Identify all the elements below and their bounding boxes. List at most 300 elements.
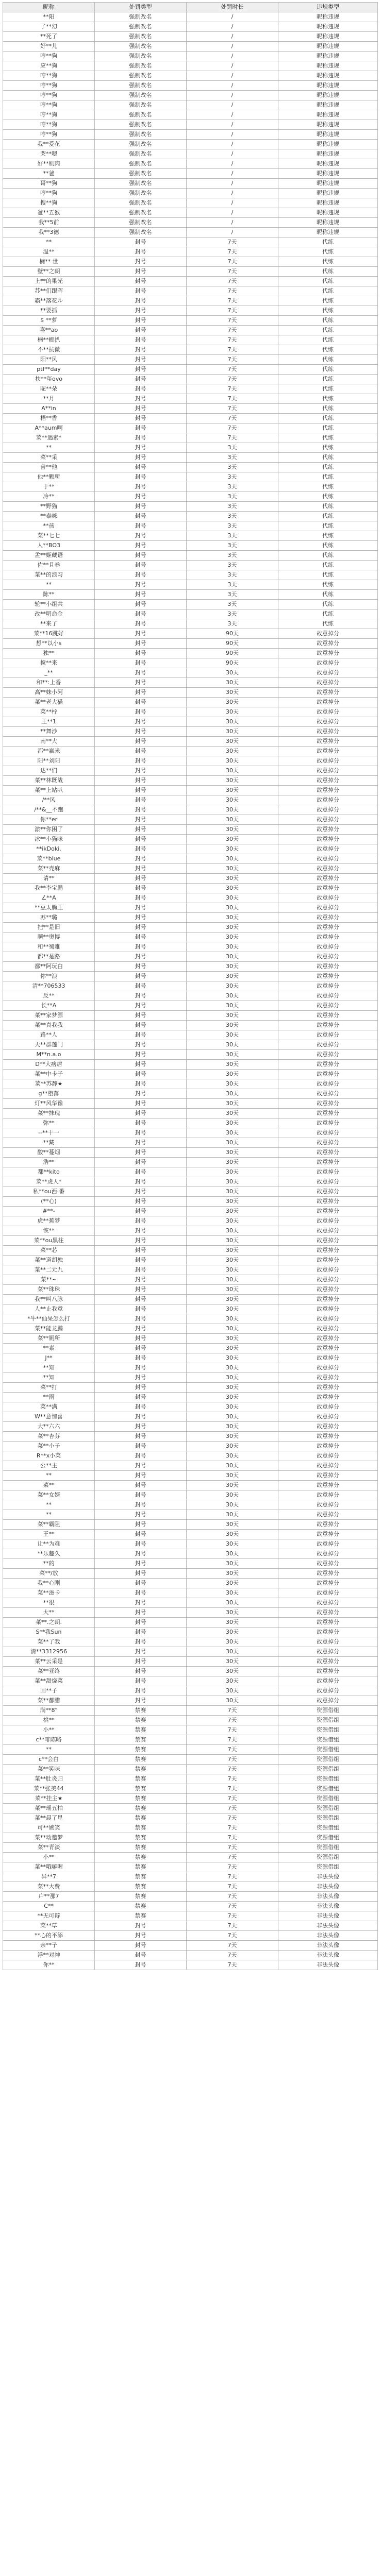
cell-violation-type: 非法头像 <box>278 1921 378 1931</box>
table-row <box>3 1422 378 1432</box>
cell-nickname: 陈** <box>3 590 95 600</box>
cell-penalty-type: 封号 <box>95 854 187 864</box>
cell-penalty-type: 封号 <box>95 649 187 658</box>
cell-violation-type: 故意掉分 <box>278 923 378 933</box>
table-row <box>3 1138 378 1148</box>
cell-violation-type: 资源借组 <box>278 1735 378 1745</box>
cell-nickname: 菜**亚终 <box>3 1667 95 1676</box>
cell-penalty-type: 封号 <box>95 247 187 257</box>
cell-penalty-type: 封号 <box>95 942 187 952</box>
table-row <box>3 1637 378 1647</box>
cell-penalty-duration: 7天 <box>187 1784 278 1794</box>
cell-penalty-duration: / <box>187 110 278 120</box>
cell-violation-type: 故意掉分 <box>278 952 378 962</box>
table-row <box>3 12 378 22</box>
cell-penalty-duration: 30天 <box>187 1588 278 1598</box>
cell-violation-type: 非法头像 <box>278 1941 378 1951</box>
cell-penalty-type: 封号 <box>95 600 187 609</box>
cell-nickname: **要抓 <box>3 306 95 316</box>
cell-penalty-duration: 30天 <box>187 1608 278 1618</box>
cell-penalty-duration: / <box>187 149 278 159</box>
cell-penalty-duration: 30天 <box>187 1686 278 1696</box>
cell-penalty-duration: 30天 <box>187 1696 278 1706</box>
cell-violation-type: 资源借组 <box>278 1784 378 1794</box>
table-row <box>3 991 378 1001</box>
table-row <box>3 1353 378 1363</box>
table-row <box>3 443 378 453</box>
cell-penalty-type: 强制改名 <box>95 159 187 169</box>
table-row <box>3 1823 378 1833</box>
cell-violation-type: 昵称违规 <box>278 169 378 179</box>
cell-violation-type: 代练 <box>278 423 378 433</box>
cell-violation-type: 故意掉分 <box>278 786 378 795</box>
cell-penalty-type: 封号 <box>95 776 187 786</box>
cell-nickname: 温** <box>3 247 95 257</box>
cell-penalty-type: 封号 <box>95 521 187 531</box>
table-row <box>3 972 378 981</box>
table-row <box>3 1598 378 1608</box>
cell-penalty-type: 封号 <box>95 1393 187 1402</box>
cell-nickname: 清**3312956 <box>3 1647 95 1657</box>
cell-nickname: 我**心刚 <box>3 1579 95 1588</box>
cell-penalty-duration: 30天 <box>187 1050 278 1060</box>
cell-nickname: 哼**狗 <box>3 71 95 81</box>
cell-penalty-type: 禁赛 <box>95 1745 187 1755</box>
cell-penalty-type: 封号 <box>95 1931 187 1941</box>
cell-penalty-type: 封号 <box>95 1070 187 1079</box>
cell-penalty-duration: 30天 <box>187 1471 278 1481</box>
cell-nickname: 人**BO3 <box>3 541 95 551</box>
cell-violation-type: 代练 <box>278 296 378 306</box>
cell-penalty-type: 强制改名 <box>95 12 187 22</box>
cell-penalty-type: 封号 <box>95 1657 187 1667</box>
cell-penalty-type: 强制改名 <box>95 22 187 32</box>
cell-penalty-duration: 7天 <box>187 257 278 267</box>
cell-violation-type: 故意掉分 <box>278 1628 378 1637</box>
cell-penalty-duration: 3天 <box>187 512 278 521</box>
cell-nickname: 菜**.之朗. <box>3 1618 95 1628</box>
table-body <box>3 12 378 1970</box>
cell-nickname: 清**706533 <box>3 981 95 991</box>
cell-violation-type: 故意掉分 <box>278 1089 378 1099</box>
cell-penalty-type: 封号 <box>95 531 187 541</box>
cell-nickname: 好**肌肉 <box>3 159 95 169</box>
cell-nickname: 南**大 <box>3 737 95 747</box>
cell-penalty-type: 禁赛 <box>95 1784 187 1794</box>
cell-violation-type: 故意掉分 <box>278 1549 378 1559</box>
cell-nickname: *牛**仙呆怎么打 <box>3 1314 95 1324</box>
cell-nickname: 私**ou西·番 <box>3 1187 95 1197</box>
cell-violation-type: 代练 <box>278 482 378 492</box>
cell-nickname: 苏**璐 <box>3 913 95 923</box>
cell-violation-type: 故意掉分 <box>278 1637 378 1647</box>
table-row <box>3 1314 378 1324</box>
cell-violation-type: 故意掉分 <box>278 1481 378 1490</box>
table-row <box>3 1862 378 1872</box>
cell-penalty-type: 封号 <box>95 609 187 619</box>
cell-penalty-duration: 7天 <box>187 316 278 326</box>
cell-nickname: 小** <box>3 1853 95 1862</box>
cell-violation-type: 故意掉分 <box>278 776 378 786</box>
cell-violation-type: 资源借组 <box>278 1755 378 1765</box>
cell-penalty-type: 强制改名 <box>95 208 187 218</box>
table-row <box>3 100 378 110</box>
table-row <box>3 531 378 541</box>
table-row <box>3 717 378 727</box>
table-row <box>3 1941 378 1951</box>
cell-violation-type: 代练 <box>278 414 378 423</box>
cell-penalty-type: 封号 <box>95 326 187 335</box>
cell-nickname: 浮**对神 <box>3 1951 95 1960</box>
cell-penalty-type: 封号 <box>95 1461 187 1471</box>
cell-penalty-type: 强制改名 <box>95 120 187 130</box>
cell-penalty-duration: 3天 <box>187 492 278 502</box>
table-row <box>3 120 378 130</box>
cell-violation-type: 故意掉分 <box>278 1314 378 1324</box>
table-row <box>3 1931 378 1941</box>
cell-nickname: 阳**风 <box>3 355 95 365</box>
cell-penalty-type: 封号 <box>95 443 187 453</box>
table-row <box>3 1393 378 1402</box>
table-row <box>3 91 378 100</box>
cell-penalty-type: 封号 <box>95 1628 187 1637</box>
table-row <box>3 512 378 521</box>
cell-nickname: R**x小菜 <box>3 1451 95 1461</box>
cell-penalty-duration: 30天 <box>187 1265 278 1275</box>
cell-nickname: 反** <box>3 991 95 1001</box>
cell-violation-type: 故意掉分 <box>278 678 378 688</box>
table-row <box>3 1471 378 1481</box>
cell-nickname: **舞沙 <box>3 727 95 737</box>
table-row <box>3 32 378 42</box>
cell-penalty-type: 封号 <box>95 561 187 570</box>
cell-penalty-duration: 90天 <box>187 639 278 649</box>
header-nickname: 昵称 <box>3 3 95 12</box>
cell-penalty-duration: 3天 <box>187 521 278 531</box>
cell-violation-type: 代练 <box>278 365 378 375</box>
table-row <box>3 639 378 649</box>
cell-penalty-type: 封号 <box>95 1530 187 1539</box>
cell-nickname: **知 <box>3 1363 95 1373</box>
cell-penalty-type: 封号 <box>95 286 187 296</box>
table-row <box>3 286 378 296</box>
cell-penalty-duration: 30天 <box>187 756 278 766</box>
cell-violation-type: 昵称违规 <box>278 61 378 71</box>
cell-violation-type: 昵称违规 <box>278 228 378 238</box>
cell-nickname: 弥** <box>3 1118 95 1128</box>
cell-nickname: 哥**狗 <box>3 179 95 189</box>
cell-penalty-duration: 30天 <box>187 1539 278 1549</box>
cell-penalty-type: 封号 <box>95 1353 187 1363</box>
cell-penalty-duration: 7天 <box>187 355 278 365</box>
cell-nickname: 菜**草 <box>3 1921 95 1931</box>
table-row <box>3 335 378 345</box>
cell-violation-type: 故意掉分 <box>278 1216 378 1226</box>
cell-violation-type: 故意掉分 <box>278 942 378 952</box>
cell-violation-type: 昵称违规 <box>278 91 378 100</box>
cell-penalty-duration: 30天 <box>187 1089 278 1099</box>
table-row <box>3 1021 378 1030</box>
cell-penalty-duration: 7天 <box>187 286 278 296</box>
cell-nickname: --**十一 <box>3 1128 95 1138</box>
cell-nickname: 恢** <box>3 1226 95 1236</box>
cell-penalty-type: 禁赛 <box>95 1814 187 1823</box>
cell-nickname: C** <box>3 1902 95 1911</box>
cell-nickname: 佐**且卷 <box>3 561 95 570</box>
table-row <box>3 1794 378 1804</box>
table-row <box>3 1510 378 1520</box>
table-row <box>3 1216 378 1226</box>
table-row <box>3 561 378 570</box>
cell-nickname: 菜**珠珠 <box>3 1285 95 1295</box>
table-row <box>3 423 378 433</box>
table-row <box>3 1725 378 1735</box>
cell-penalty-duration: 30天 <box>187 707 278 717</box>
cell-penalty-duration: 7天 <box>187 1804 278 1814</box>
table-row <box>3 1530 378 1539</box>
cell-violation-type: 故意掉分 <box>278 1353 378 1363</box>
cell-nickname: 好**儿 <box>3 42 95 52</box>
cell-penalty-type: 强制改名 <box>95 228 187 238</box>
cell-nickname: 应**狗 <box>3 61 95 71</box>
cell-nickname: /**风 <box>3 795 95 805</box>
cell-penalty-duration: 30天 <box>187 1304 278 1314</box>
cell-penalty-type: 封号 <box>95 433 187 443</box>
cell-penalty-type: 封号 <box>95 1481 187 1490</box>
table-row <box>3 394 378 404</box>
cell-violation-type: 故意掉分 <box>278 1334 378 1344</box>
cell-violation-type: 故意掉分 <box>278 1667 378 1676</box>
cell-penalty-duration: 30天 <box>187 1451 278 1461</box>
cell-penalty-type: 封号 <box>95 267 187 277</box>
cell-penalty-type: 封号 <box>95 296 187 306</box>
cell-penalty-type: 封号 <box>95 1951 187 1960</box>
table-row <box>3 1804 378 1814</box>
cell-violation-type: 代练 <box>278 619 378 629</box>
cell-nickname: 搅**来 <box>3 658 95 668</box>
cell-penalty-type: 封号 <box>95 1490 187 1500</box>
cell-violation-type: 故意掉分 <box>278 1246 378 1256</box>
cell-penalty-type: 封号 <box>95 1246 187 1256</box>
cell-penalty-type: 封号 <box>95 972 187 981</box>
table-row <box>3 1647 378 1657</box>
cell-penalty-duration: 30天 <box>187 1500 278 1510</box>
cell-violation-type: 故意掉分 <box>278 1109 378 1118</box>
cell-nickname: 菜**二元九 <box>3 1265 95 1275</box>
cell-penalty-duration: / <box>187 100 278 110</box>
cell-violation-type: 非法头像 <box>278 1951 378 1960</box>
cell-nickname: **心的平添 <box>3 1931 95 1941</box>
cell-nickname: 菜**老大猫 <box>3 698 95 707</box>
cell-nickname: S**我Sun <box>3 1628 95 1637</box>
table-row <box>3 1442 378 1451</box>
cell-penalty-type: 封号 <box>95 570 187 580</box>
table-row <box>3 1285 378 1295</box>
cell-violation-type: 故意掉分 <box>278 864 378 874</box>
cell-violation-type: 代练 <box>278 492 378 502</box>
cell-penalty-type: 封号 <box>95 688 187 698</box>
cell-penalty-type: 封号 <box>95 1089 187 1099</box>
cell-penalty-type: 封号 <box>95 1177 187 1187</box>
cell-penalty-duration: 30天 <box>187 668 278 678</box>
cell-violation-type: 故意掉分 <box>278 1490 378 1500</box>
cell-penalty-duration: 30天 <box>187 1432 278 1442</box>
cell-violation-type: 故意掉分 <box>278 1696 378 1706</box>
cell-violation-type: 故意掉分 <box>278 1608 378 1618</box>
cell-violation-type: 代练 <box>278 590 378 600</box>
cell-violation-type: 故意掉分 <box>278 1256 378 1265</box>
cell-nickname: **孩 <box>3 521 95 531</box>
cell-penalty-duration: / <box>187 130 278 140</box>
cell-penalty-type: 封号 <box>95 1275 187 1285</box>
cell-penalty-type: 封号 <box>95 277 187 286</box>
cell-nickname: 菜**大费 <box>3 1882 95 1892</box>
table-row <box>3 903 378 913</box>
table-row <box>3 776 378 786</box>
cell-violation-type: 非法头像 <box>278 1872 378 1882</box>
cell-penalty-type: 封号 <box>95 825 187 835</box>
table-row <box>3 238 378 247</box>
cell-penalty-type: 禁赛 <box>95 1774 187 1784</box>
cell-penalty-type: 封号 <box>95 1334 187 1344</box>
cell-violation-type: 故意掉分 <box>278 1001 378 1011</box>
cell-penalty-duration: 7天 <box>187 365 278 375</box>
table-row <box>3 1461 378 1471</box>
cell-penalty-type: 封号 <box>95 1314 187 1324</box>
table-row <box>3 854 378 864</box>
cell-nickname: **的 <box>3 1559 95 1569</box>
cell-nickname: 回**子 <box>3 1686 95 1696</box>
cell-nickname: 菜**霸阻 <box>3 1520 95 1530</box>
table-row <box>3 688 378 698</box>
cell-penalty-type: 禁赛 <box>95 1882 187 1892</box>
cell-nickname: **死了 <box>3 32 95 42</box>
cell-violation-type: 故意掉分 <box>278 1569 378 1579</box>
table-row <box>3 42 378 52</box>
cell-violation-type: 故意掉分 <box>278 1118 378 1128</box>
table-row <box>3 1324 378 1334</box>
cell-penalty-type: 封号 <box>95 1187 187 1197</box>
table-row <box>3 306 378 316</box>
cell-penalty-duration: 90天 <box>187 658 278 668</box>
cell-violation-type: 故意掉分 <box>278 756 378 766</box>
cell-nickname: 菜**肚炎归 <box>3 1774 95 1784</box>
table-row <box>3 1207 378 1216</box>
cell-violation-type: 资源借组 <box>278 1794 378 1804</box>
cell-nickname: 哼**狗 <box>3 81 95 91</box>
cell-penalty-duration: 30天 <box>187 1657 278 1667</box>
cell-nickname: c**啡陈略 <box>3 1735 95 1745</box>
cell-penalty-type: 封号 <box>95 1001 187 1011</box>
table-row <box>3 1911 378 1921</box>
cell-penalty-type: 封号 <box>95 864 187 874</box>
cell-penalty-type: 封号 <box>95 1686 187 1696</box>
table-row <box>3 815 378 825</box>
cell-violation-type: 故意掉分 <box>278 1148 378 1158</box>
cell-penalty-type: 封号 <box>95 1060 187 1070</box>
cell-penalty-duration: 30天 <box>187 1246 278 1256</box>
table-header <box>3 3 378 12</box>
cell-penalty-type: 封号 <box>95 1304 187 1314</box>
cell-violation-type: 故意掉分 <box>278 1099 378 1109</box>
table-row <box>3 1226 378 1236</box>
cell-violation-type: 故意掉分 <box>278 815 378 825</box>
table-row <box>3 1843 378 1853</box>
cell-nickname: 壁**之朗 <box>3 267 95 277</box>
cell-penalty-duration: 7天 <box>187 345 278 355</box>
cell-violation-type: 代练 <box>278 247 378 257</box>
table-row <box>3 1412 378 1422</box>
cell-violation-type: 昵称违规 <box>278 100 378 110</box>
cell-violation-type: 代练 <box>278 326 378 335</box>
cell-violation-type: 故意掉分 <box>278 1412 378 1422</box>
cell-nickname: 了**幻 <box>3 22 95 32</box>
cell-violation-type: 代练 <box>278 570 378 580</box>
cell-nickname: 菜**了我 <box>3 1637 95 1647</box>
cell-violation-type: 故意掉分 <box>278 972 378 981</box>
cell-nickname: 菜**林既战 <box>3 776 95 786</box>
cell-penalty-type: 封号 <box>95 903 187 913</box>
table-row <box>3 1197 378 1207</box>
cell-nickname: **ikDoki. <box>3 844 95 854</box>
cell-penalty-duration: / <box>187 169 278 179</box>
cell-violation-type: 代练 <box>278 512 378 521</box>
cell-nickname: 菜**都腊 <box>3 1696 95 1706</box>
table-row <box>3 247 378 257</box>
cell-violation-type: 故意掉分 <box>278 1158 378 1167</box>
cell-nickname: 阳**刘阳 <box>3 756 95 766</box>
cell-penalty-duration: 3天 <box>187 502 278 512</box>
cell-violation-type: 故意掉分 <box>278 1177 378 1187</box>
cell-nickname: 菜**上站叭 <box>3 786 95 795</box>
cell-violation-type: 故意掉分 <box>278 698 378 707</box>
cell-violation-type: 非法头像 <box>278 1931 378 1941</box>
table-row <box>3 1569 378 1579</box>
punishment-table <box>3 2 378 1970</box>
table-row <box>3 884 378 893</box>
table-row <box>3 1128 378 1138</box>
cell-violation-type: 代练 <box>278 453 378 463</box>
table-row <box>3 326 378 335</box>
cell-penalty-type: 强制改名 <box>95 91 187 100</box>
cell-penalty-type: 封号 <box>95 423 187 433</box>
cell-violation-type: 代练 <box>278 306 378 316</box>
cell-penalty-duration: 30天 <box>187 1618 278 1628</box>
cell-penalty-duration: 7天 <box>187 1931 278 1941</box>
cell-nickname: 楠**棚扒 <box>3 335 95 345</box>
cell-penalty-duration: 30天 <box>187 1158 278 1167</box>
cell-violation-type: 代练 <box>278 286 378 296</box>
table-row <box>3 1784 378 1794</box>
cell-penalty-type: 禁赛 <box>95 1725 187 1735</box>
cell-nickname: 轮**小组共 <box>3 600 95 609</box>
cell-violation-type: 故意掉分 <box>278 1363 378 1373</box>
cell-nickname: **乐趣久 <box>3 1549 95 1559</box>
cell-violation-type: 故意掉分 <box>278 844 378 854</box>
cell-penalty-type: 封号 <box>95 1324 187 1334</box>
cell-penalty-type: 封号 <box>95 1265 187 1275</box>
cell-penalty-duration: 30天 <box>187 952 278 962</box>
cell-nickname: 哼**狗 <box>3 52 95 61</box>
cell-penalty-type: 封号 <box>95 590 187 600</box>
table-row <box>3 482 378 492</box>
table-row <box>3 541 378 551</box>
cell-violation-type: 故意掉分 <box>278 727 378 737</box>
table-row <box>3 140 378 149</box>
header-penalty-type: 处罚类型 <box>95 3 187 12</box>
cell-penalty-duration: 30天 <box>187 717 278 727</box>
cell-nickname: 菜** <box>3 1481 95 1490</box>
